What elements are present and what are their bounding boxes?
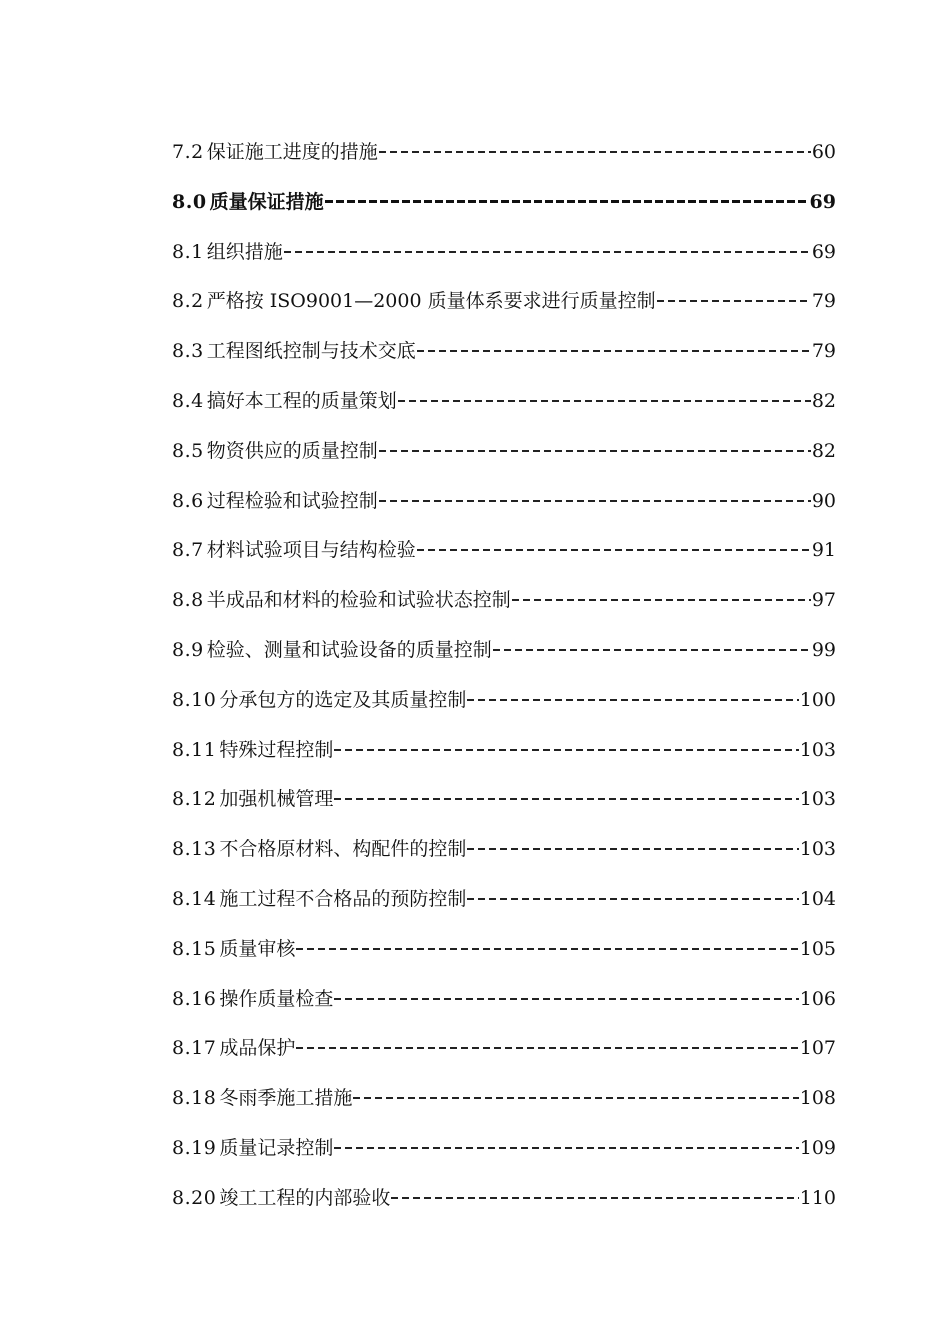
toc-entry-number: 8.2: [172, 290, 204, 313]
toc-entry-page: 91: [811, 539, 836, 562]
toc-leader-dashes: [657, 300, 811, 302]
toc-leader-dashes: [325, 200, 809, 203]
toc-entry-number: 8.1: [172, 240, 204, 263]
toc-entry-title: 特殊过程控制: [219, 738, 334, 761]
toc-entry-number: 8.12: [172, 788, 217, 811]
toc-entry-8-7[interactable]: [172, 532, 836, 582]
toc-entry-page: 82: [811, 439, 836, 462]
toc-leader-dashes: [284, 251, 811, 253]
toc-leader-dashes: [379, 450, 811, 452]
toc-leader-dashes: [467, 898, 798, 900]
toc-entry-number: 8.8: [172, 589, 204, 612]
toc-leader-dashes: [296, 948, 798, 950]
toc-entry-title: 材料试验项目与结构检验: [206, 539, 416, 562]
toc-entry-title: 施工过程不合格品的预防控制: [219, 887, 467, 910]
toc-entry-7-2[interactable]: [172, 134, 836, 184]
toc-entry-title: 严格按 ISO9001—2000 质量体系要求进行质量控制: [206, 290, 656, 313]
toc-entry-number: 8.4: [172, 389, 204, 412]
toc-entry-page: 69: [809, 190, 836, 213]
toc-entry-title: 成品保护: [219, 1037, 296, 1060]
toc-entry-page: 100: [799, 688, 836, 711]
toc-entry-title: 质量审核: [219, 937, 296, 960]
toc-entry-title: 工程图纸控制与技术交底: [206, 340, 416, 363]
toc-entry-page: 107: [799, 1037, 836, 1060]
toc-entry-number: 8.13: [172, 838, 217, 861]
toc-leader-dashes: [334, 998, 798, 1000]
toc-entry-page: 82: [811, 389, 836, 412]
toc-entry-page: 60: [811, 141, 836, 163]
toc-entry-title: 组织措施: [206, 240, 283, 263]
toc-entry-page: 103: [799, 738, 836, 761]
toc-entry-8-5[interactable]: [172, 433, 836, 483]
toc-entry-number: 8.16: [172, 987, 217, 1010]
toc-entry-title: 操作质量检查: [219, 987, 334, 1010]
toc-entry-number: 8.7: [172, 539, 204, 562]
toc-entry-page: 90: [811, 489, 836, 512]
toc-entry-title: 过程检验和试验控制: [206, 489, 378, 512]
toc-entry-number: 8.14: [172, 887, 217, 910]
toc-entry-title: 保证施工进度的措施: [206, 141, 378, 163]
toc-entry-8-6[interactable]: [172, 483, 836, 533]
toc-leader-dashes: [353, 1097, 798, 1099]
toc-entry-number: 8.17: [172, 1037, 217, 1060]
toc-leader-dashes: [391, 1197, 798, 1199]
toc-entry-title: 分承包方的选定及其质量控制: [219, 688, 467, 711]
toc-leader-dashes: [398, 400, 811, 402]
toc-entry-page: 103: [799, 788, 836, 811]
toc-entry-page: 106: [799, 987, 836, 1010]
toc-entry-8-0[interactable]: [172, 184, 836, 234]
toc-entry-page: 97: [811, 589, 836, 612]
table-of-contents: [172, 134, 836, 1230]
toc-entry-page: 104: [799, 887, 836, 910]
toc-entry-title: 竣工工程的内部验收: [219, 1186, 391, 1209]
toc-entry-title: 冬雨季施工措施: [219, 1087, 353, 1110]
toc-leader-dashes: [467, 699, 798, 701]
toc-entry-number: 8.19: [172, 1136, 217, 1159]
toc-entry-title: 半成品和材料的检验和试验状态控制: [206, 589, 511, 612]
toc-leader-dashes: [417, 350, 811, 352]
toc-entry-title: 搞好本工程的质量策划: [206, 389, 397, 412]
toc-leader-dashes: [334, 1147, 798, 1149]
toc-entry-8-4[interactable]: [172, 383, 836, 433]
toc-entry-8-20[interactable]: [172, 1180, 836, 1230]
toc-leader-dashes: [296, 1047, 798, 1049]
toc-entry-number: 8.6: [172, 489, 204, 512]
toc-entry-8-9[interactable]: [172, 632, 836, 682]
toc-leader-dashes: [334, 749, 798, 751]
toc-entry-title: 物资供应的质量控制: [206, 439, 378, 462]
toc-entry-page: 108: [799, 1087, 836, 1110]
toc-entry-number: 8.3: [172, 340, 204, 363]
toc-entry-number: 8.18: [172, 1087, 217, 1110]
toc-entry-number: 8.15: [172, 937, 217, 960]
toc-entry-title: 加强机械管理: [219, 788, 334, 811]
toc-entry-8-2[interactable]: [172, 283, 836, 333]
toc-entry-page: 110: [799, 1186, 836, 1209]
toc-entry-number: 8.9: [172, 638, 204, 661]
toc-entry-title: 不合格原材料、构配件的控制: [219, 838, 467, 861]
toc-entry-8-12[interactable]: [172, 781, 836, 831]
toc-entry-number: 8.5: [172, 439, 204, 462]
toc-leader-dashes: [512, 599, 811, 601]
toc-entry-8-8[interactable]: [172, 582, 836, 632]
toc-entry-title: 质量记录控制: [219, 1136, 334, 1159]
toc-entry-8-19[interactable]: [172, 1130, 836, 1180]
toc-entry-8-14[interactable]: [172, 881, 836, 931]
toc-leader-dashes: [379, 151, 811, 153]
toc-entry-8-10[interactable]: [172, 682, 836, 732]
toc-entry-page: 99: [811, 638, 836, 661]
toc-entry-number: 8.20: [172, 1186, 217, 1209]
toc-entry-number: 7.2: [172, 141, 204, 163]
toc-leader-dashes: [493, 649, 811, 651]
toc-entry-page: 105: [799, 937, 836, 960]
toc-entry-number: 8.0: [172, 190, 207, 213]
toc-entry-page: 103: [799, 838, 836, 861]
toc-entry-8-11[interactable]: [172, 732, 836, 782]
toc-entry-page: 79: [811, 290, 836, 313]
toc-entry-8-3[interactable]: [172, 333, 836, 383]
toc-entry-title: 质量保证措施: [209, 190, 324, 213]
toc-entry-8-17[interactable]: [172, 1030, 836, 1080]
toc-entry-title: 检验、测量和试验设备的质量控制: [206, 638, 492, 661]
toc-entry-page: 69: [811, 240, 836, 263]
toc-leader-dashes: [467, 848, 798, 850]
toc-leader-dashes: [379, 500, 811, 502]
toc-entry-8-13[interactable]: [172, 831, 836, 881]
toc-leader-dashes: [417, 549, 811, 551]
toc-entry-page: 109: [799, 1136, 836, 1159]
toc-leader-dashes: [334, 798, 798, 800]
toc-entry-8-15[interactable]: [172, 931, 836, 981]
toc-entry-8-1[interactable]: [172, 234, 836, 284]
toc-entry-number: 8.10: [172, 688, 217, 711]
toc-entry-number: 8.11: [172, 738, 217, 761]
toc-entry-8-16[interactable]: [172, 981, 836, 1031]
toc-entry-8-18[interactable]: [172, 1080, 836, 1130]
toc-entry-page: 79: [811, 340, 836, 363]
